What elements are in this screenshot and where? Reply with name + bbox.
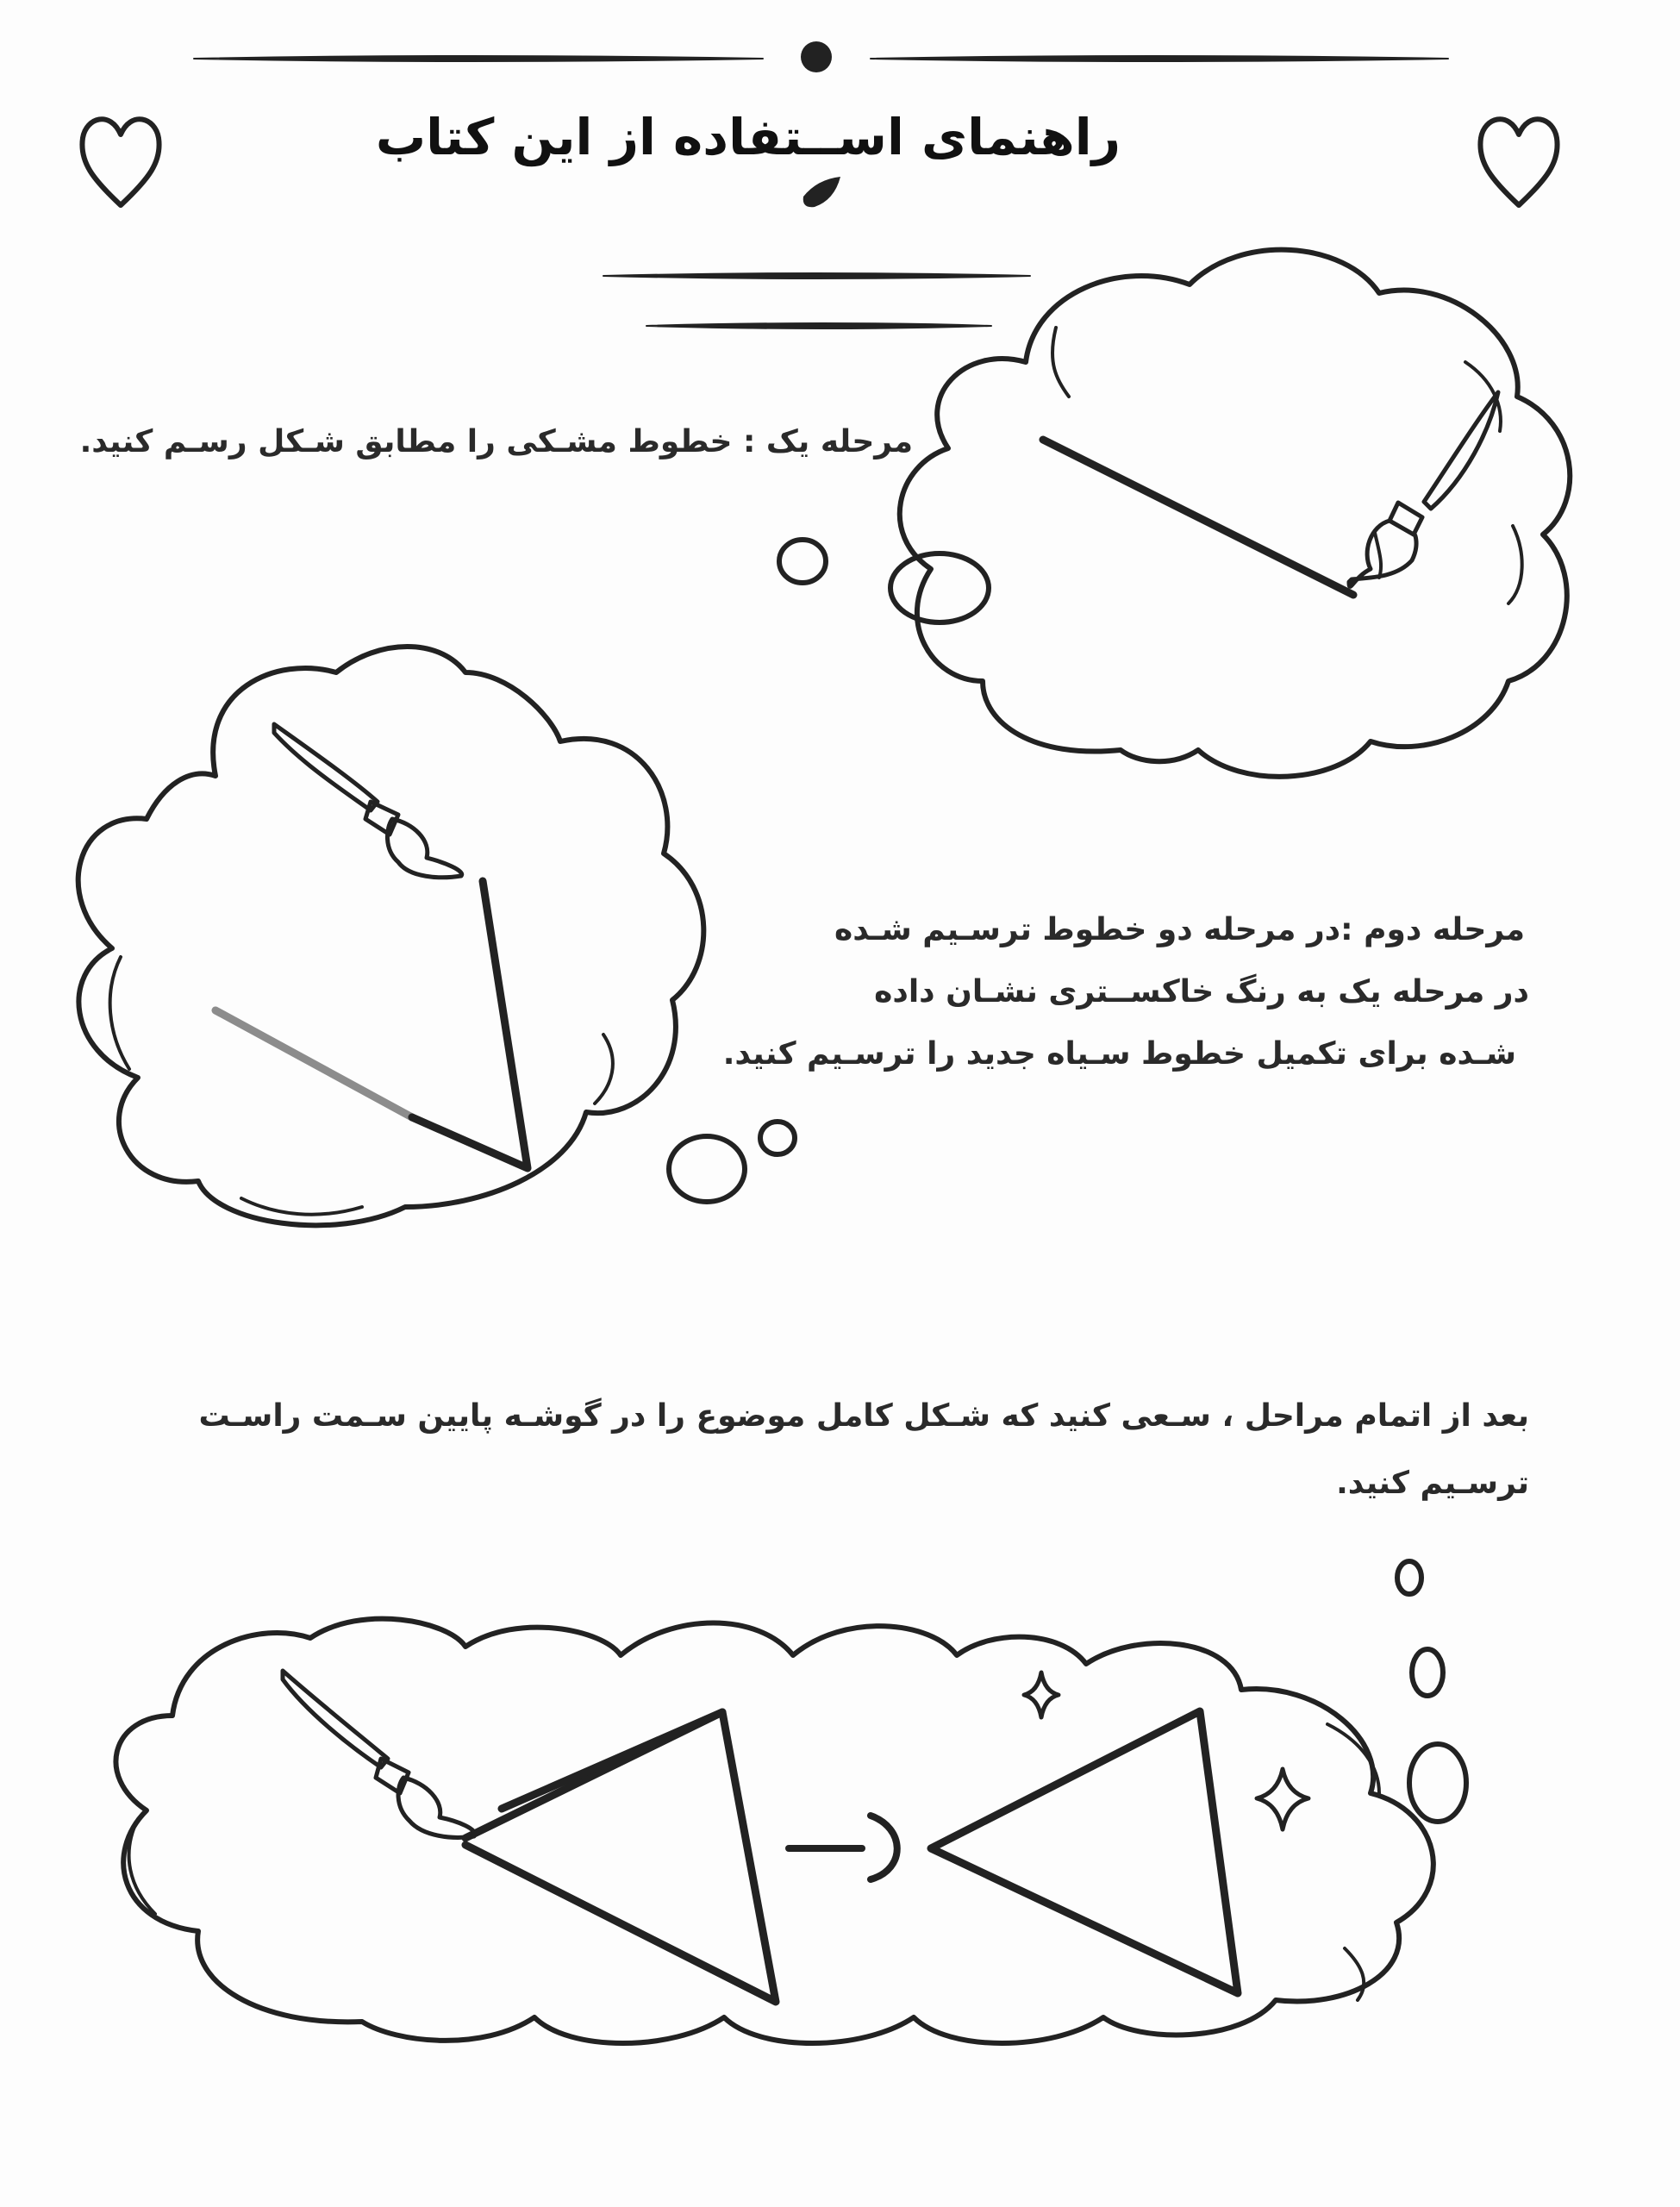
paintbrush-icon xyxy=(283,1671,475,1837)
heart-icon-left xyxy=(82,119,159,205)
heart-icon-right xyxy=(1480,119,1557,205)
step2-gray-guide-line xyxy=(215,1010,412,1117)
final-instruction-line1: بعد از اتمام مراحل ، سـعی کنید که شـکل کامل موضوع را در گوشـه پایین سـمت راسـت xyxy=(198,1398,1529,1434)
final-complete-triangle xyxy=(931,1711,1238,1993)
sparkle-icon xyxy=(1257,1769,1308,1829)
final-instruction-line2: ترسـیم کنید. xyxy=(1336,1466,1529,1501)
step-one-instruction: مرحله یک : خطوط مشـکی را مطابق شـکل رسـم کنید. xyxy=(79,424,913,460)
arrow-icon xyxy=(789,1816,897,1879)
step-two-instruction-line3: شـده برای تکمیل خطوط سـیاه جدید را ترسـیم کنید. xyxy=(722,1036,1516,1072)
step2-black-lines xyxy=(412,881,528,1168)
step1-black-line xyxy=(1043,440,1353,595)
step-two-instruction-line2: در مرحله یک به رنگ خاکســتری نشـان داده xyxy=(874,974,1529,1010)
page-title: راهنمای اســتفاده از این کتاب xyxy=(375,108,1121,166)
paintbrush-icon xyxy=(1349,392,1498,586)
step-two-instruction-line1: مرحله دوم :در مرحله دو خطوط ترسـیم شـده xyxy=(834,912,1525,947)
paintbrush-icon xyxy=(274,724,462,878)
final-unfinished-triangle-top xyxy=(502,1712,722,1809)
sparkle-icon xyxy=(1024,1672,1059,1717)
thought-cloud-step2 xyxy=(78,647,795,1225)
header-ornament xyxy=(194,41,1448,328)
